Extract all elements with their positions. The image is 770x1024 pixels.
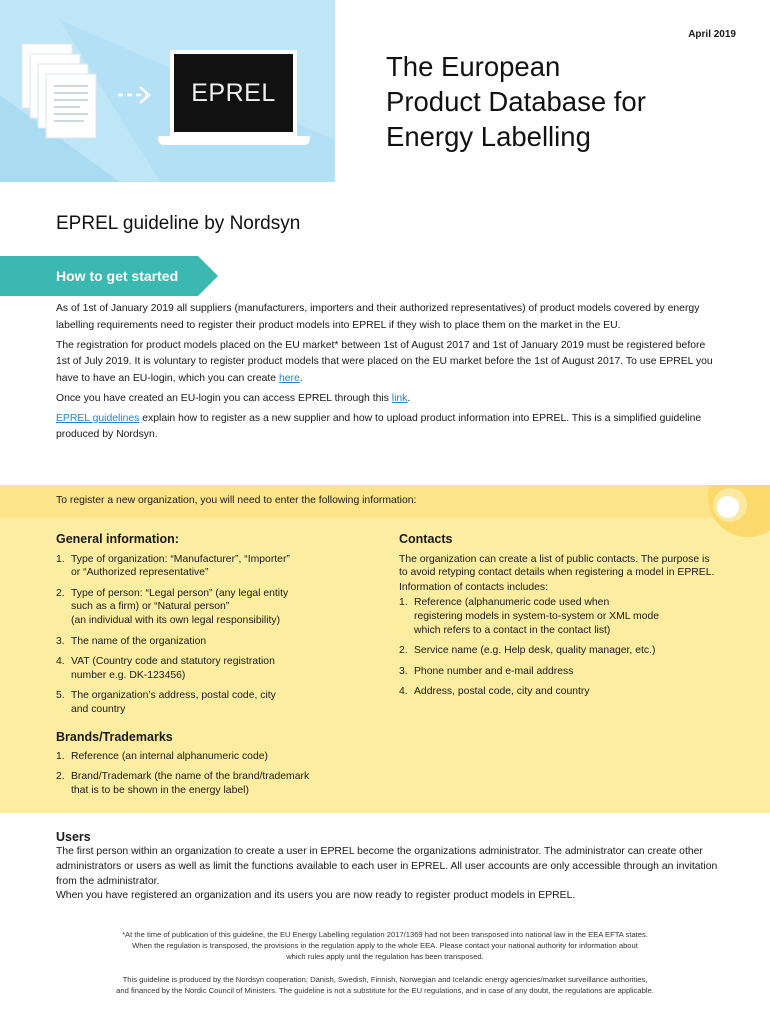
page-title xyxy=(386,49,746,154)
title-line-3: Energy Labelling xyxy=(386,121,591,152)
footnote-line-1: *At the time of publication of this guideline, the EU Energy Labelling regulation 2017/1369 had not been transposed into national law in the EEA EFTA states. xyxy=(122,930,648,939)
contacts-description: The organization can create a list of public contacts. The purpose is to avoid retyping contact details when registering a model in EPREL. xyxy=(399,553,715,579)
banner-label: How to get started xyxy=(56,268,179,284)
item-number: 2. xyxy=(56,587,65,599)
footer xyxy=(50,974,720,996)
intro-p2-text: The registration for product models placed on the EU market* between 1st of August 2017 and 1st of January 2019 must be registered before 1st of July 2019. It is voluntary to register product models that were placed on the EU market before the 1st of August 2017. To use EPREL you have to have an EU-login, which you can create xyxy=(56,339,713,384)
contacts-section xyxy=(399,533,719,706)
section-banner xyxy=(0,256,218,296)
list-item xyxy=(399,665,719,679)
item-number: 1. xyxy=(399,597,408,609)
list-item xyxy=(56,750,356,764)
item-text: The name of the organization xyxy=(71,635,207,647)
brands-list xyxy=(56,750,356,798)
header-illustration xyxy=(0,0,335,182)
item-number: 3. xyxy=(56,635,65,647)
list-item xyxy=(399,685,719,699)
users-paragraph-2: When you have registered an organization and its users you are now ready to register product models in EPREL. xyxy=(56,890,576,902)
intro-paragraph-3 xyxy=(56,391,716,408)
list-item xyxy=(56,553,356,580)
intro-paragraph-2 xyxy=(56,338,716,388)
list-item xyxy=(399,596,719,637)
item-text: Address, postal code, city and country xyxy=(414,686,590,698)
item-text: Reference (alphanumeric code used when registering models in system-to-system or XML mode which refers to a contact in the contact list) xyxy=(414,597,660,636)
registration-intro: To register a new organization, you will need to enter the following information: xyxy=(56,495,417,506)
brands-trademarks xyxy=(56,731,356,804)
general-information xyxy=(56,533,356,724)
item-text: Brand/Trademark (the name of the brand/trademark that is to be shown in the energy label) xyxy=(71,771,310,796)
item-number: 4. xyxy=(56,656,65,668)
eprel-access-link[interactable]: link xyxy=(391,392,408,404)
intro-p4-text: explain how to register as a new supplier and how to upload product information into EPREL. This is a simplified guideline produced by Nordsyn. xyxy=(56,412,702,440)
title-line-2: Product Database for xyxy=(386,86,646,117)
contacts-list xyxy=(399,596,719,699)
title-line-1: The European xyxy=(386,51,561,82)
general-info-heading: General information: xyxy=(56,532,179,546)
item-number: 1. xyxy=(56,553,65,565)
intro-p2-end: . xyxy=(299,372,303,384)
intro-p3-text: Once you have created an EU-login you can access EPREL through this xyxy=(56,392,392,404)
intro-paragraph-4 xyxy=(56,411,716,444)
screen-label: EPREL xyxy=(191,78,276,107)
item-number: 2. xyxy=(399,645,408,657)
footnote xyxy=(50,929,720,963)
footer-line-1: This guideline is produced by the Nordsyn cooperation; Danish, Swedish, Finnish, Norwegian and Icelandic energy agencies/market surveillance authorities, xyxy=(122,975,648,984)
item-text: Type of person: “Legal person” (any legal entity such as a firm) or “Natural person” (an individual with its own legal responsibility) xyxy=(71,587,289,626)
laptop-screen xyxy=(170,50,297,136)
intro-paragraph-1: As of 1st of January 2019 all suppliers (manufacturers, importers and their authorized representatives) of product models covered by energy labelling requirements need to register their product models into EPREL if they wish to place them on the market in the EU. xyxy=(56,303,700,331)
item-number: 5. xyxy=(56,690,65,702)
users-paragraph-1: The first person within an organization to create a user in EPREL become the organizations administrator. The administrator can create other administrators or users as well as limit the functions available to each user in EPREL. All user accounts are only accessible through an invitation from the administrator. xyxy=(56,846,718,887)
item-text: VAT (Country code and statutory registration number e.g. DK-123456) xyxy=(71,656,275,681)
subtitle: EPREL guideline by Nordsyn xyxy=(56,213,301,234)
contacts-heading: Contacts xyxy=(399,532,453,546)
list-item xyxy=(56,587,356,628)
list-item xyxy=(56,635,356,649)
footnote-line-3: which rules apply until the regulation has been transposed. xyxy=(286,952,484,962)
item-number: 1. xyxy=(56,750,65,762)
users-heading: Users xyxy=(56,830,91,844)
contacts-includes: Information of contacts includes: xyxy=(399,581,549,593)
intro-section xyxy=(56,301,716,447)
item-text: Reference (an internal alphanumeric code) xyxy=(71,750,268,762)
general-info-list xyxy=(56,553,356,717)
list-item xyxy=(56,655,356,682)
item-number: 2. xyxy=(56,771,65,783)
list-item xyxy=(56,770,356,797)
intro-p3-end: . xyxy=(407,392,411,404)
registration-info-box xyxy=(0,485,770,813)
item-text: Phone number and e-mail address xyxy=(414,665,574,677)
brands-heading: Brands/Trademarks xyxy=(56,730,173,744)
eu-login-link[interactable]: here xyxy=(278,372,300,384)
footer-line-2: and financed by the Nordic Council of Ministers. The guideline is not a substitute for the EU regulations, and in case of any doubt, the regulations are applicable. xyxy=(116,986,654,996)
item-number: 3. xyxy=(399,665,408,677)
item-text: The organization’s address, postal code, city and country xyxy=(71,690,276,715)
laptop-base xyxy=(158,136,310,145)
publication-date: April 2019 xyxy=(688,29,736,40)
list-item xyxy=(399,644,719,658)
list-item xyxy=(56,689,356,716)
footnote-line-2: When the regulation is transposed, the provisions in the regulation apply to the whole EEA. Please contact your national authority for information about xyxy=(132,941,638,951)
item-text: Type of organization: “Manufacturer”, “Importer” or “Authorized representative” xyxy=(71,553,290,579)
eprel-guidelines-link[interactable]: EPREL guidelines xyxy=(56,412,140,424)
users-section xyxy=(56,830,721,904)
item-number: 4. xyxy=(399,686,408,698)
item-text: Service name (e.g. Help desk, quality manager, etc.) xyxy=(414,645,656,657)
